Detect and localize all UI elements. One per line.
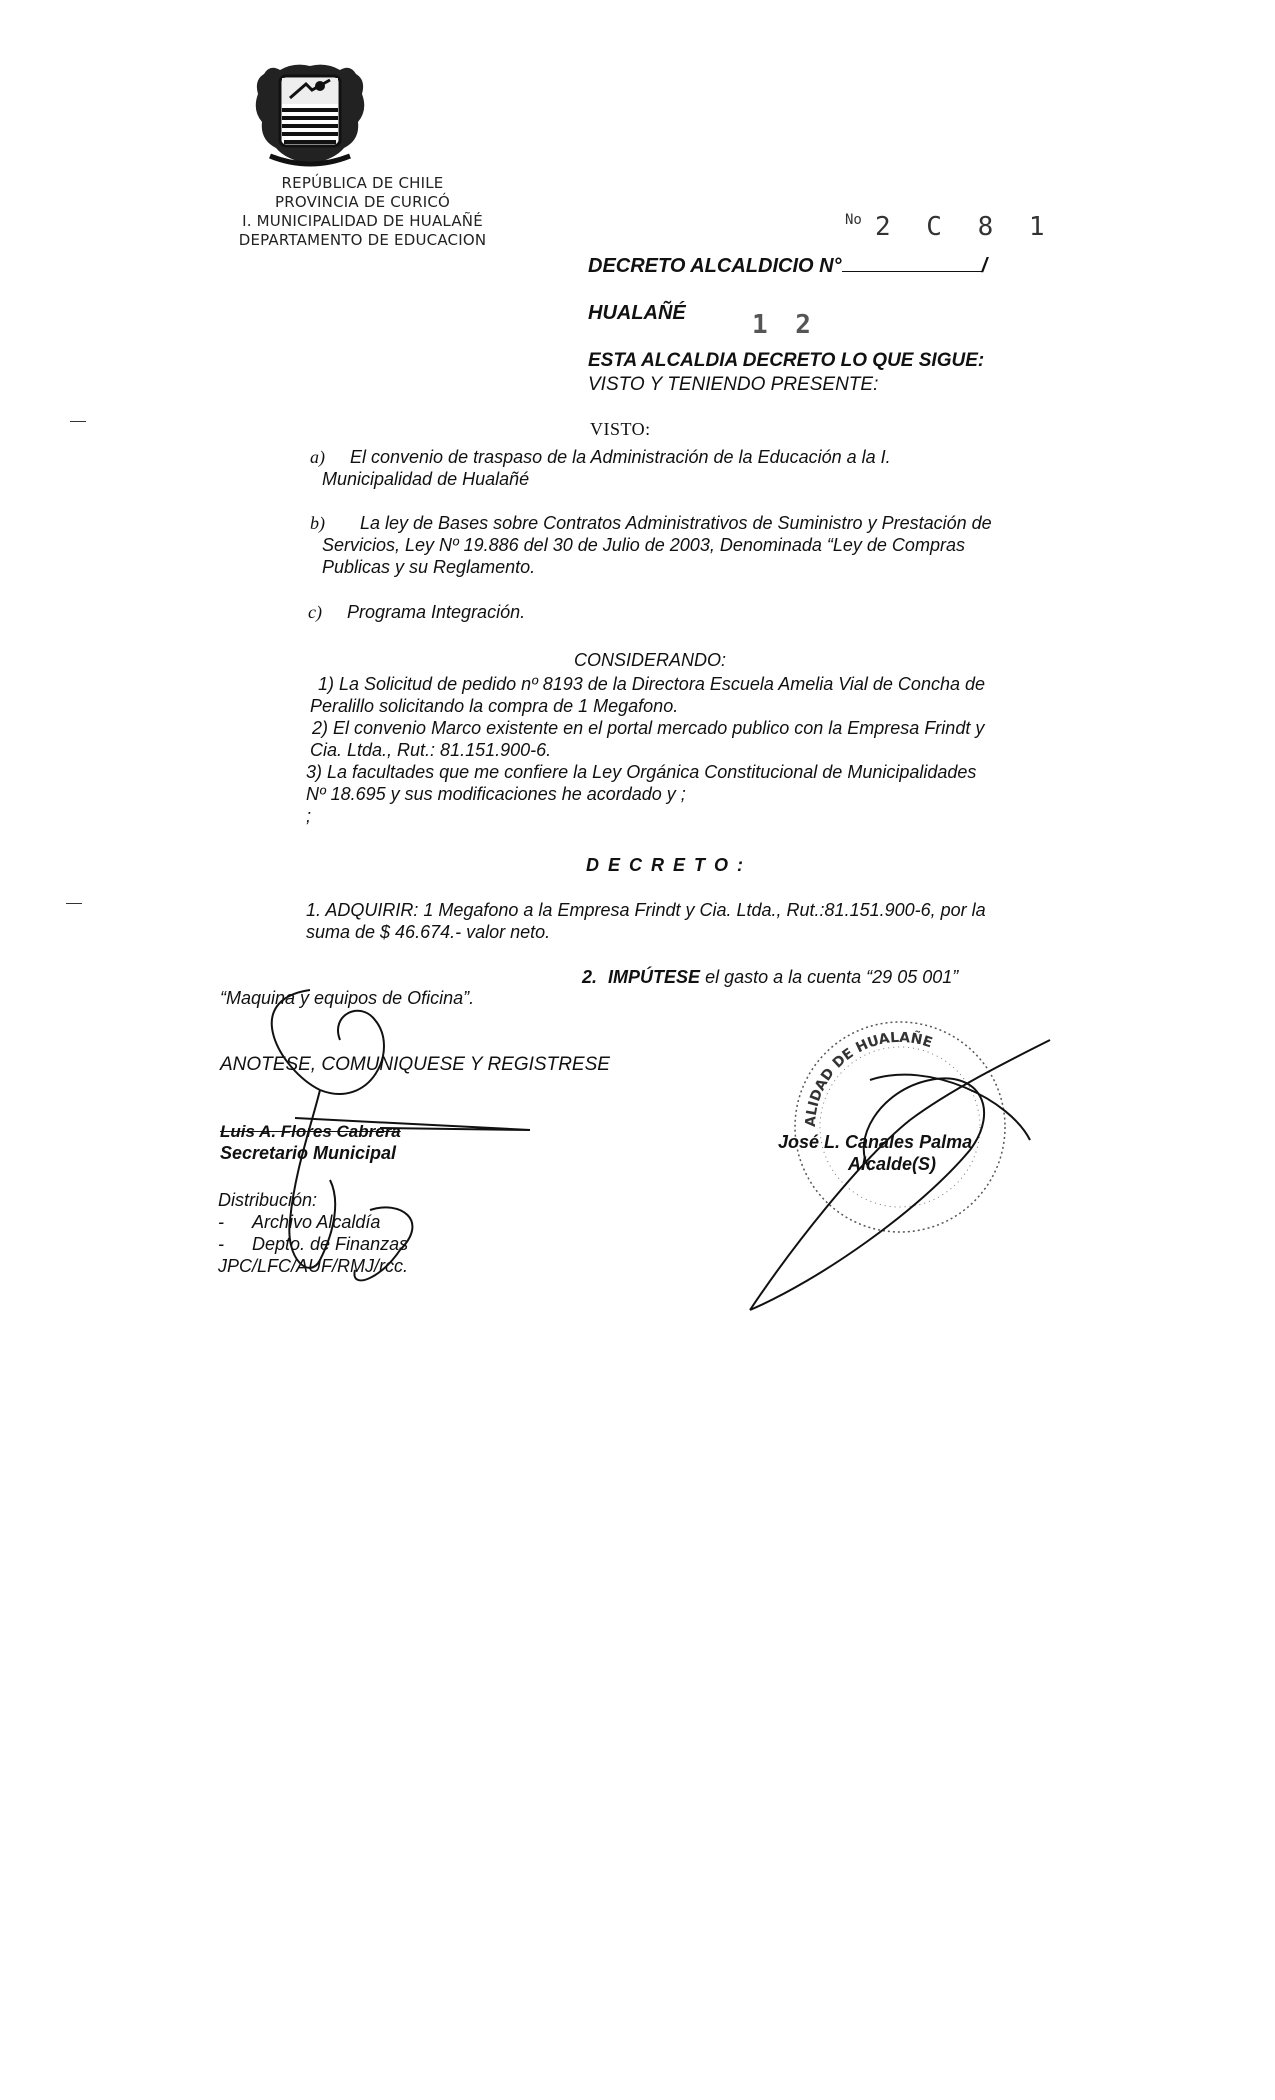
considerando-item-1b: Peralillo solicitando la compra de 1 Megafono.	[310, 696, 679, 716]
visto-a-label: a)	[310, 447, 325, 467]
distribution-item: Archivo Alcaldía	[252, 1212, 381, 1232]
margin-mark	[70, 421, 86, 422]
decree-title: DECRETO ALCALDICIO N°	[588, 255, 842, 277]
seal-text: ALIDAD DE HUALAÑE	[802, 1029, 935, 1128]
decreto-item-2-number: 2.	[582, 967, 598, 987]
visto-c-label: c)	[308, 602, 322, 622]
header-republica: REPÚBLICA DE CHILE	[281, 174, 444, 192]
considerando-item-2: 2) El convenio Marco existente en el portal mercado publico con la Empresa Frindt y	[312, 718, 985, 738]
decree-number-line	[842, 253, 982, 272]
header-provincia: PROVINCIA DE CURICÓ	[274, 193, 451, 211]
visto-a-text: El convenio de traspaso de la Administración de la Educación a la I.	[350, 447, 891, 467]
mayor-signature	[730, 1020, 1060, 1330]
distribution-heading: Distribución:	[218, 1190, 318, 1210]
decreto-item-1b: suma de $ 46.674.- valor neto.	[306, 922, 551, 942]
considerando-item-1: 1) La Solicitud de pedido nº 8193 de la Directora Escuela Amelia Vial de Concha de	[318, 674, 985, 694]
visto-b-text-3: Publicas y su Reglamento.	[322, 557, 536, 577]
visto-b-label: b)	[310, 513, 325, 533]
distribution-item: Depto. de Finanzas	[252, 1234, 409, 1254]
considerando-item-3b: Nº 18.695 y sus modificaciones he acordado y ;	[306, 784, 686, 804]
secretary-signature	[200, 980, 540, 1310]
header-departamento: DEPARTAMENTO DE EDUCACION	[238, 231, 487, 249]
decree-slash: /	[981, 255, 988, 277]
place-heading: HUALAÑÉ	[588, 302, 686, 324]
considerando-item-2b: Cia. Ltda., Rut.: 81.151.900-6.	[310, 740, 552, 760]
decreto-item-2b: “Maquina y equipos de Oficina”.	[220, 988, 475, 1008]
considerando-heading: CONSIDERANDO:	[574, 650, 727, 670]
visto-heading: VISTO:	[590, 419, 651, 439]
decreto-item-2-text: el gasto a la cuenta “29 05 001”	[705, 967, 959, 987]
anotese-text: ANOTESE, COMUNIQUESE Y REGISTRESE	[220, 1054, 610, 1075]
mayor-name: José L. Canales Palma	[778, 1132, 973, 1152]
preamble-subtitle: VISTO Y TENIENDO PRESENTE:	[588, 374, 879, 395]
preamble-title: ESTA ALCALDIA DECRETO LO QUE SIGUE:	[588, 350, 985, 371]
considerando-item-3: 3) La facultades que me confiere la Ley Orgánica Constitucional de Municipalidades	[306, 762, 977, 782]
coat-of-arms-emblem	[250, 60, 370, 172]
distribution-initials: JPC/LFC/AUF/RMJ/rcc.	[218, 1256, 409, 1276]
stamped-decree-number: 2 C 8 1	[875, 212, 1055, 242]
header-municipalidad: I. MUNICIPALIDAD DE HUALAÑÉ	[242, 212, 483, 230]
margin-mark	[66, 903, 82, 904]
visto-a-text-2: Municipalidad de Hualañé	[322, 469, 530, 489]
visto-c-text: Programa Integración.	[347, 602, 526, 622]
secretary-title: Secretario Municipal	[220, 1143, 397, 1163]
stamp-prefix: No	[845, 212, 862, 228]
secretary-name: Luis A. Flores Cabrera	[220, 1122, 401, 1141]
decreto-item-2-keyword: IMPÚTESE	[608, 967, 701, 987]
visto-b-text-2: Servicios, Ley Nº 19.886 del 30 de Julio de 2003, Denominada “Ley de Compras	[322, 535, 965, 555]
date-stamp: 1 2	[752, 310, 817, 340]
visto-b-text: La ley de Bases sobre Contratos Administrativos de Suministro y Prestación de	[360, 513, 992, 533]
considerando-item-3c: ;	[306, 806, 312, 826]
decreto-item-1: 1. ADQUIRIR: 1 Megafono a la Empresa Frindt y Cia. Ltda., Rut.:81.151.900-6, por la	[306, 900, 986, 920]
mayor-title: Alcalde(S)	[848, 1154, 937, 1174]
decreto-heading: D E C R E T O :	[586, 855, 746, 875]
